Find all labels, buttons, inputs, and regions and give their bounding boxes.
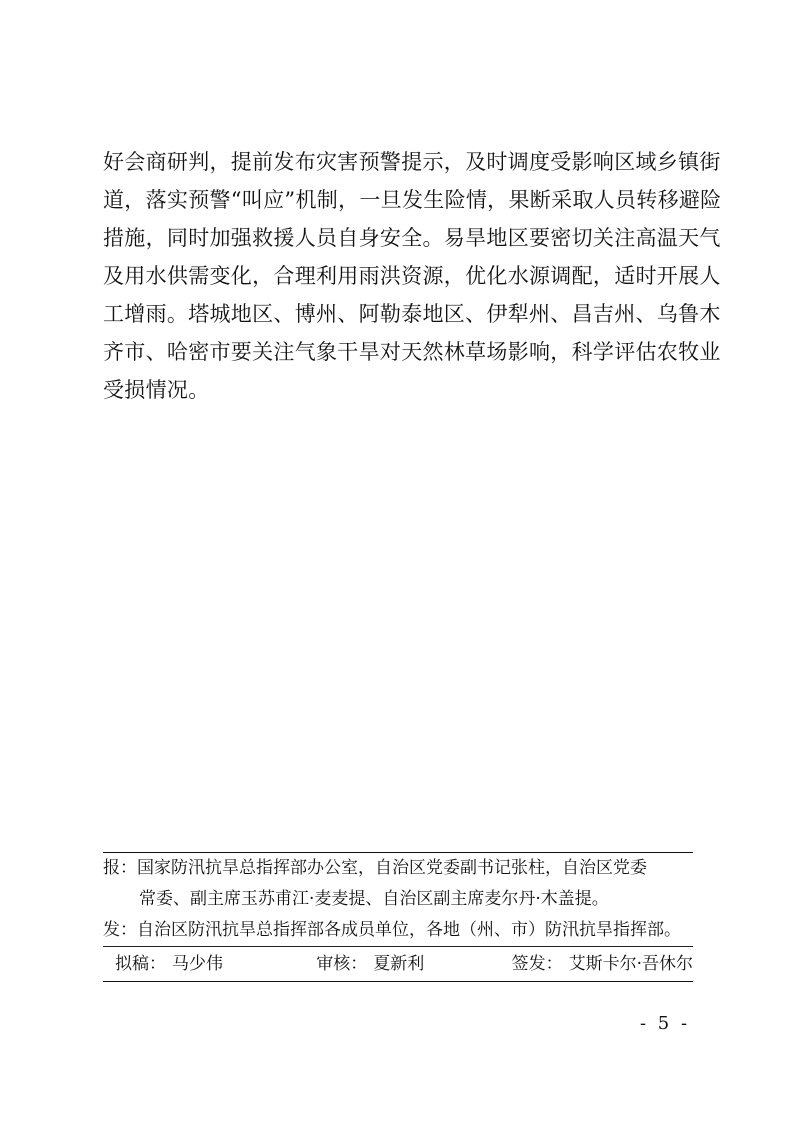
distribute-to-line: 发：自治区防汛抗旱总指挥部各成员单位，各地（州、市）防汛抗旱指挥部。	[103, 920, 681, 940]
body-paragraph	[103, 143, 722, 409]
body-line-6: 齐市、哈密市要关注气象干旱对天然林草场影响，科学评估农牧业	[103, 340, 721, 364]
reviewer-label: 审核：	[316, 954, 368, 974]
drafter-cell	[103, 947, 316, 981]
body-line-2: 道，落实预警“叫应”机制，一旦发生险情，果断采取人员转移避险	[103, 188, 722, 212]
signer-cell	[512, 947, 693, 981]
signature-row	[103, 947, 693, 981]
page-number: - 5 -	[640, 1013, 691, 1034]
signer-label: 签发：	[511, 954, 563, 974]
report-to-line-1: 报：国家防汛抗旱总指挥部办公室，自治区党委副书记张柱，自治区党委	[103, 858, 647, 878]
body-line-1: 好会商研判，提前发布灾害预警提示，及时调度受影响区域乡镇街	[103, 150, 721, 174]
reviewer-name: 夏新利	[373, 954, 425, 974]
report-to-line-2: 常委、副主席玉苏甫江·麦麦提、自治区副主席麦尔丹·木盖提。	[139, 889, 609, 909]
reviewer-cell	[316, 947, 511, 981]
body-line-5: 工增雨。塔城地区、博州、阿勒泰地区、伊犁州、昌吉州、乌鲁木	[103, 302, 721, 326]
distribution-footer	[103, 852, 693, 982]
body-line-4: 及用水供需变化，合理利用雨洪资源，优化水源调配，适时开展人	[103, 264, 721, 288]
body-line-3: 措施，同时加强救援人员自身安全。易旱地区要密切关注高温天气	[103, 226, 721, 250]
signer-name: 艾斯卡尔·吾休尔	[568, 954, 693, 974]
body-line-7: 受损情况。	[103, 378, 210, 402]
drafter-name: 马少伟	[172, 954, 223, 974]
drafter-label: 拟稿：	[115, 954, 166, 974]
footer-bottom-rule	[103, 981, 693, 982]
